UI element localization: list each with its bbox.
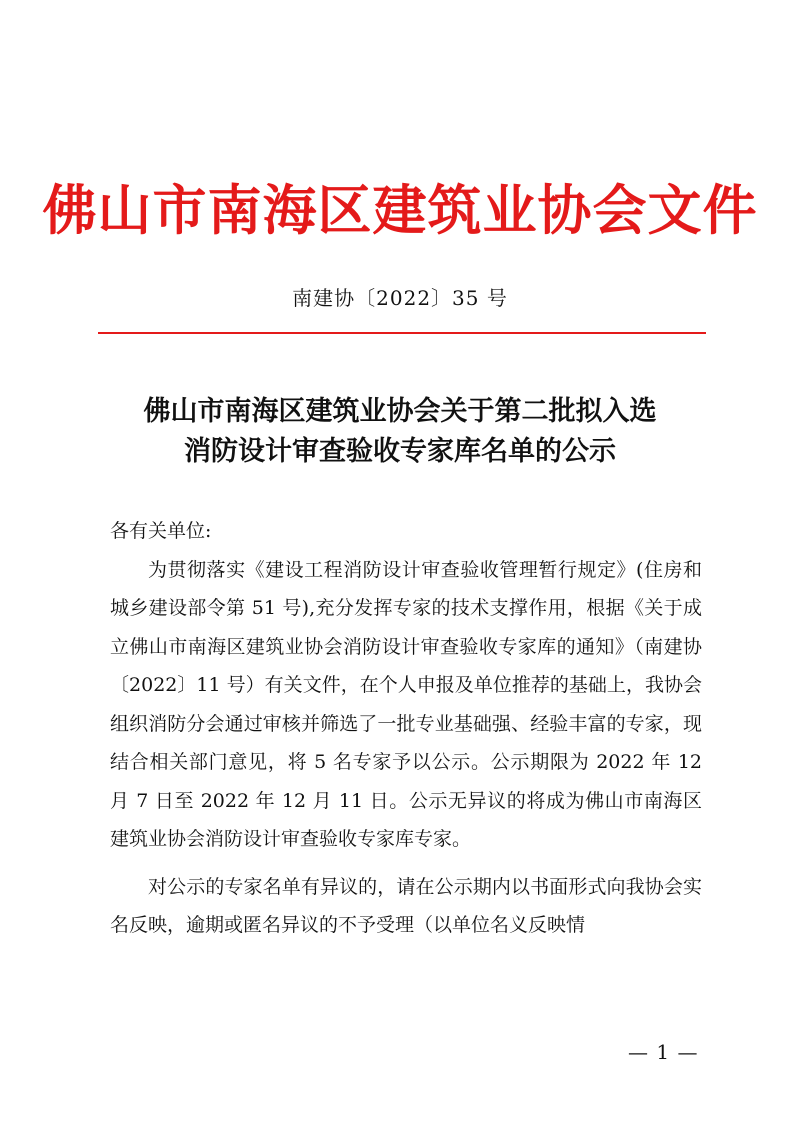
page-number: — 1 —: [628, 1040, 699, 1064]
salutation: 各有关单位:: [110, 520, 212, 542]
body-paragraph-2: 对公示的专家名单有异议的，请在公示期内以书面形式向我协会实名反映，逾期或匿名异议的不予受理（以单位名义反映情: [110, 875, 702, 936]
document-title: [0, 392, 800, 472]
document-body: [110, 512, 702, 945]
title-line-2: 消防设计审查验收专家库名单的公示: [184, 436, 616, 467]
body-paragraph-1: 为贯彻落实《建设工程消防设计审查验收管理暂行规定》(住房和城乡建设部令第 51 号),充分发挥专家的技术支撑作用，根据《关于成立佛山市南海区建筑业协会消防设计审查验收专家库的通知》（南建协〔2022〕11 号）有关文件，在个人申报及单位推荐的基础上，我协会组织消防分会通过审核并筛选了一批专业基础强、经验丰富的专家，现结合相关部门意见，将 5 名专家予以公示。公示期限为 2022 年 12 月 7 日至 2022 年 12 月 11 日。公示无异议的将成为佛山市南海区建筑业协会消防设计审查验收专家库专家。: [110, 558, 702, 850]
document-number: 南建协〔2022〕35 号: [292, 286, 508, 310]
organization-header: 佛山市南海区建筑业协会文件: [42, 179, 758, 242]
red-divider-line: [98, 332, 706, 334]
title-line-1: 佛山市南海区建筑业协会关于第二批拟入选: [143, 396, 657, 427]
